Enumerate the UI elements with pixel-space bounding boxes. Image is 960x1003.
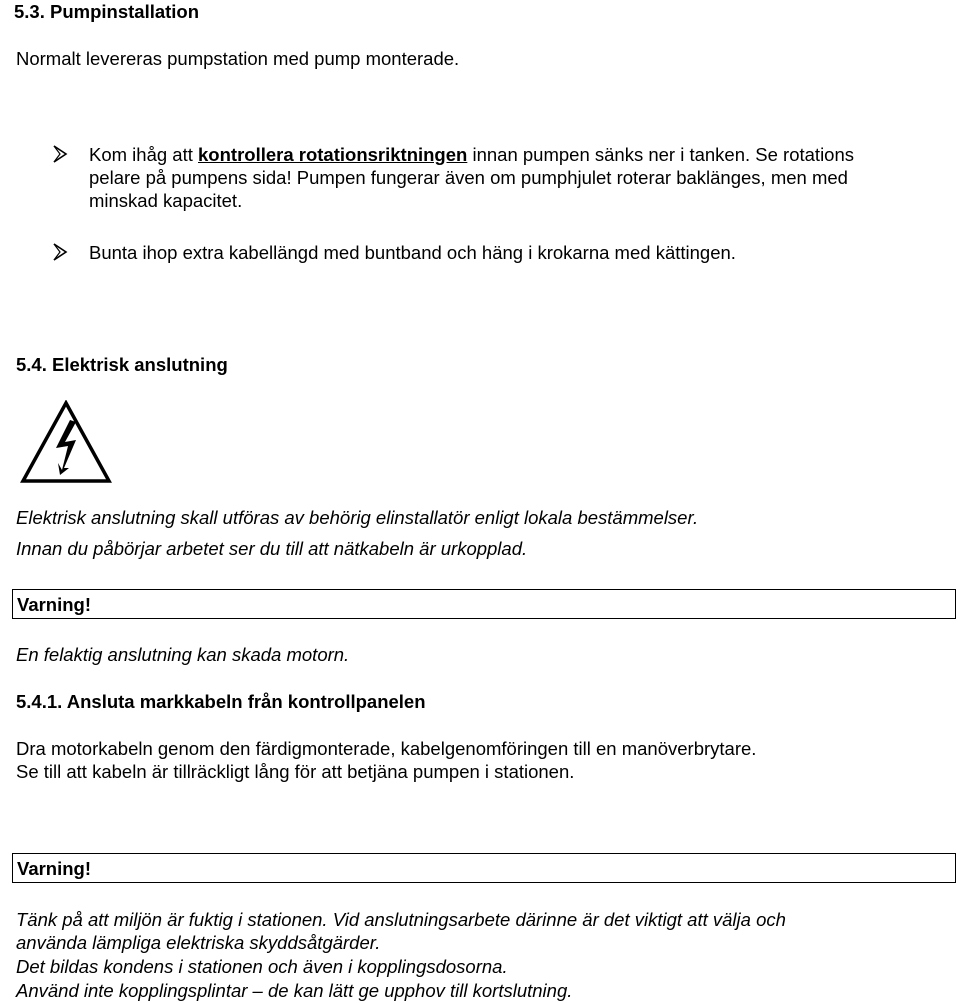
electrical-hazard-icon — [20, 400, 112, 484]
warning-box-2 — [12, 853, 956, 883]
bullet-rotation-post: innan pumpen sänks ner i tanken. Se rotations — [467, 144, 855, 165]
bullet-rotation-pre: Kom ihåg att — [89, 144, 199, 165]
rotation-emphasis: kontrollera rotationsriktningen — [198, 144, 468, 165]
section-heading-5-3: 5.3. Pumpinstallation — [14, 1, 200, 22]
warn-line-1: Tänk på att miljön är fuktig i stationen. Vid anslutningsarbete därinne är det viktigt att välja och — [16, 909, 786, 930]
warn-line-4: Använd inte kopplingsplintar – de kan lätt ge upphov till kortslutning. — [16, 980, 573, 1001]
electric-info-line2: Innan du påbörjar arbetet ser du till att nätkabeln är urkopplad. — [16, 538, 528, 559]
bullet-rotation-line3: minskad kapacitet. — [89, 190, 243, 211]
cable-info-line2: Se till att kabeln är tillräckligt lång för att betjäna pumpen i stationen. — [16, 761, 575, 782]
warning-label-1: Varning! — [17, 594, 92, 615]
bullet-cable-text: Bunta ihop extra kabellängd med buntband och häng i krokarna med kättingen. — [89, 242, 736, 263]
electric-info-line1: Elektrisk anslutning skall utföras av behörig elinstallatör enligt lokala bestämmelser. — [16, 507, 699, 528]
section-heading-5-4-1: 5.4.1. Ansluta markkabeln från kontrollpanelen — [16, 691, 426, 712]
bullet-rotation-line1 — [89, 143, 854, 166]
arrow-bullet-icon — [52, 242, 68, 262]
section-heading-5-4: 5.4. Elektrisk anslutning — [16, 354, 228, 375]
intro-text: Normalt levereras pumpstation med pump monterade. — [16, 48, 460, 69]
arrow-bullet-icon — [52, 144, 68, 164]
cable-info-line1: Dra motorkabeln genom den färdigmonterade, kabelgenomföringen till en manöverbrytare. — [16, 738, 757, 759]
warning-text-1: En felaktig anslutning kan skada motorn. — [16, 644, 350, 665]
warn-line-2: använda lämpliga elektriska skyddsåtgärder. — [16, 932, 381, 953]
warn-line-3: Det bildas kondens i stationen och även i kopplingsdosorna. — [16, 956, 508, 977]
bullet-rotation-line2: pelare på pumpens sida! Pumpen fungerar även om pumphjulet roterar baklänges, men med — [89, 167, 848, 188]
warning-box-1 — [12, 589, 956, 619]
warning-label-2: Varning! — [17, 858, 92, 879]
